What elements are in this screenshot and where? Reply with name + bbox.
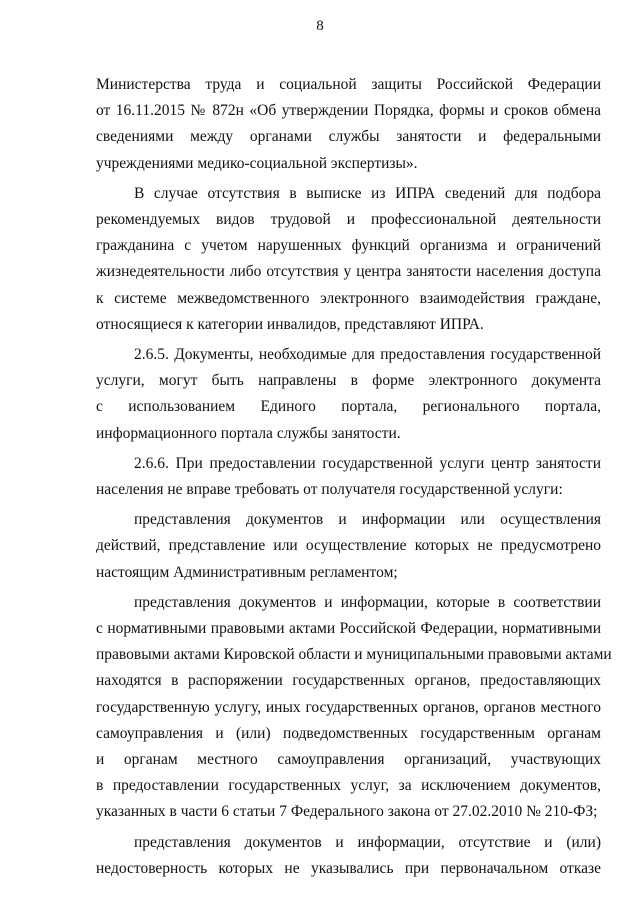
text-line: недостоверность которых не указывались при первоначальном отказе [96, 859, 601, 877]
text-line: к системе межведомственного электронного взаимодействия граждане, [96, 289, 601, 307]
document-body [96, 72, 612, 886]
text-line: 2.6.6. При предоставлении государственной услуги центр занятости [134, 454, 601, 472]
text-line: действий, представление или осуществление которых не предусмотрено [96, 537, 601, 555]
text-line: настоящим Административным регламентом; [96, 563, 398, 581]
page-number: 8 [316, 18, 324, 34]
text-line: представления документов и информации, которые в соответствии [134, 593, 601, 611]
text-line: В случае отсутствия в выписке из ИПРА сведений для подбора [134, 184, 601, 202]
paragraph-ministry-order [96, 72, 601, 177]
text-line: гражданина с учетом нарушенных функций организма и ограничений [96, 237, 601, 255]
text-line: и органам местного самоуправления организаций, участвующих [96, 751, 601, 769]
text-line: рекомендуемых видов трудовой и профессиональной деятельности [96, 211, 601, 229]
paragraph-2-6-5 [96, 342, 601, 447]
text-line: жизнедеятельности либо отсутствия у центра занятости населения доступа [96, 263, 601, 281]
text-line: представления документов и информации, отсутствие и (или) [134, 833, 601, 851]
text-line: Министерства труда и социальной защиты Российской Федерации [96, 76, 601, 93]
text-line: самоуправления и (или) подведомственных государственным органам [96, 724, 601, 742]
text-line: находятся в распоряжении государственных органов, предоставляющих [96, 672, 601, 690]
paragraph-ipra-absence [96, 181, 601, 338]
text-line: с нормативными правовыми актами Российской Федерации, нормативными [96, 620, 601, 638]
paragraph-2-6-6 [96, 451, 601, 503]
text-line: государственную услугу, иных государственных органов, органов местного [96, 698, 601, 716]
text-line: в предоставлении государственных услуг, за исключением документов, [96, 777, 601, 795]
text-line: сведениями между органами службы занятости и федеральными [96, 128, 601, 146]
text-line: указанных в части 6 статьи 7 Федерального закона от 27.02.2010 № 210-ФЗ; [96, 803, 598, 821]
text-line: учреждениями медико-социальной экспертизы». [96, 154, 418, 172]
text-line: информационного портала службы занятости. [96, 424, 401, 442]
text-line: представления документов и информации или осуществления [134, 511, 601, 529]
text-line: правовыми актами Кировской области и муниципальными правовыми актами [96, 646, 612, 664]
text-line: относящиеся к категории инвалидов, представляют ИПРА. [96, 315, 484, 333]
text-line: с использованием Единого портала, регионального портала, [96, 398, 601, 416]
paragraph-requirement-1 [96, 507, 601, 586]
text-line: 2.6.5. Документы, необходимые для предоставления государственной [134, 346, 601, 364]
paragraph-requirement-2 [96, 590, 612, 826]
text-line: услуги, могут быть направлены в форме электронного документа [96, 372, 601, 390]
text-line: от 16.11.2015 № 872н «Об утверждении Порядка, формы и сроков обмена [96, 102, 601, 120]
text-line: населения не вправе требовать от получателя государственной услуги: [96, 481, 563, 499]
paragraph-requirement-3 [96, 830, 601, 882]
